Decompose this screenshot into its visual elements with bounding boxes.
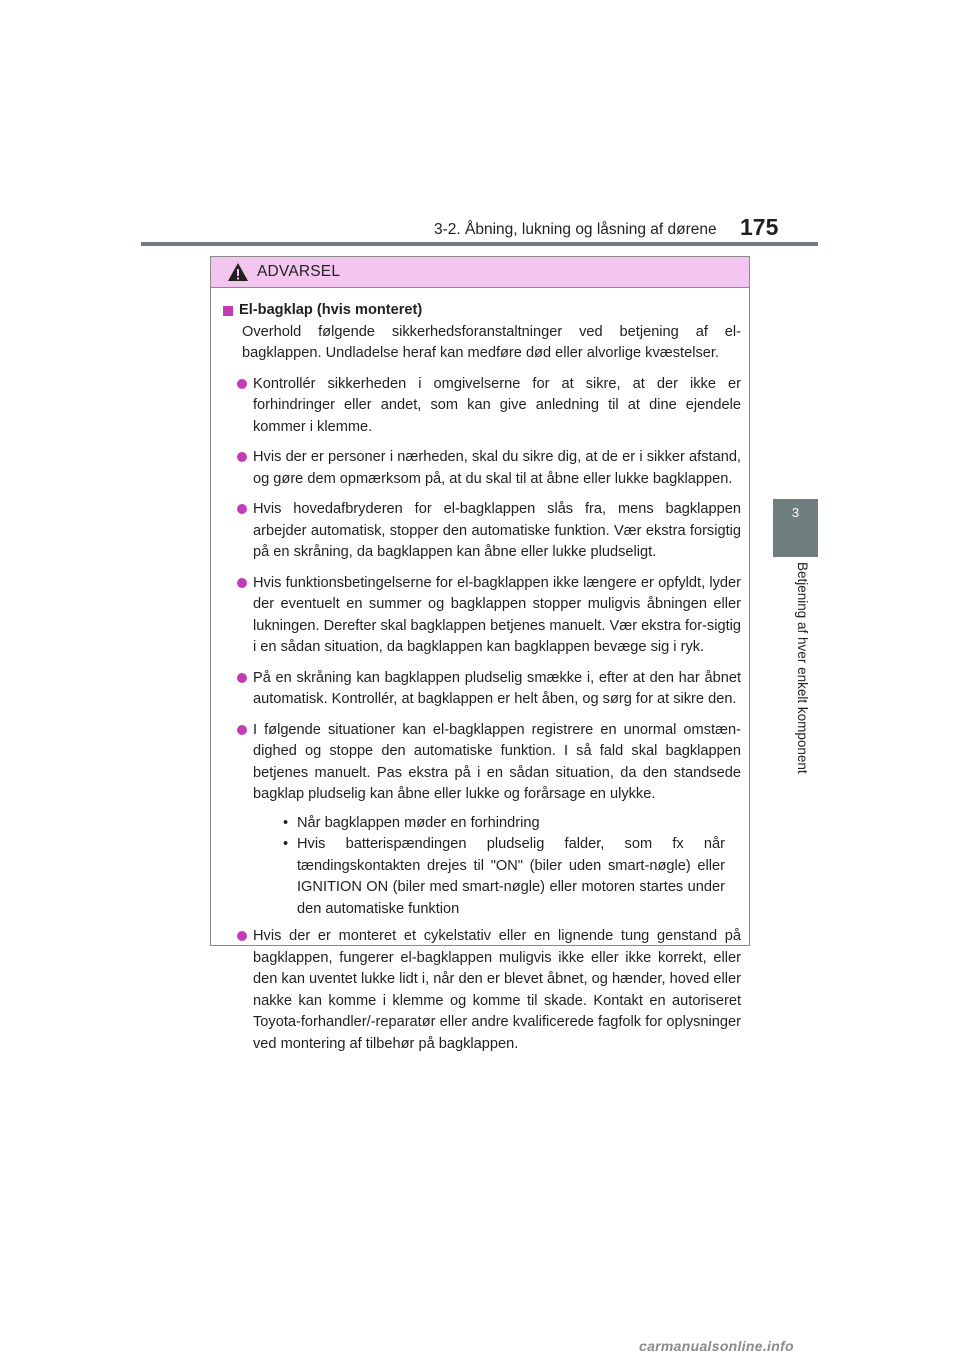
- list-item: [223, 447, 741, 490]
- warning-header: [211, 257, 749, 288]
- page-number: 175: [740, 214, 779, 240]
- sub-list: [283, 813, 741, 921]
- warning-body: [211, 288, 749, 1055]
- section-heading-text: El-bagklap (hvis monteret): [239, 302, 423, 318]
- round-bullet-icon: [237, 673, 247, 683]
- round-bullet-icon: [237, 379, 247, 389]
- sub-list-item: [283, 834, 741, 920]
- sub-list-item-text: Når bagklappen møder en forhindring: [297, 814, 540, 831]
- sub-bullet: •: [283, 836, 289, 852]
- list-item: [223, 499, 741, 564]
- sub-bullet: •: [283, 814, 289, 831]
- round-bullet-icon: [237, 452, 247, 462]
- intro-paragraph: Overhold følgende sikkerhedsforanstaltninger ved betjening af el-bagklappen. Undladelse heraf kan medføre død eller alvorlige kvæstelser.: [242, 323, 741, 361]
- square-bullet-icon: [223, 306, 233, 316]
- watermark: carmanualsonline.info: [639, 1338, 794, 1354]
- sub-list-item: [283, 813, 741, 835]
- header-rule: [141, 242, 818, 246]
- chapter-number: 3: [791, 505, 800, 520]
- list-item: [223, 668, 741, 711]
- chapter-tab: [773, 499, 818, 557]
- round-bullet-icon: [237, 504, 247, 514]
- round-bullet-icon: [237, 578, 247, 588]
- section-header: 3-2. Åbning, lukning og låsning af dørene: [434, 221, 717, 238]
- list-item-text: Hvis hovedafbryderen for el-bagklappen slås fra, mens bagklappen arbejder automatisk, stopper den automatiske funktion. Vær ekstra forsigtig på en skråning, da bagklappen kan åbne eller lukke pludseligt.: [253, 501, 741, 560]
- round-bullet-icon: [237, 725, 247, 735]
- list-item: [223, 720, 741, 921]
- list-item-text: [253, 720, 741, 921]
- list-item-text: Kontrollér sikkerheden i omgivelserne for at sikre, at der ikke er forhindringer eller andet, som kan give anledning til at dine ejendele kommer i klemme.: [253, 375, 741, 435]
- sub-list-item-text: Hvis batterispændingen pludselig falder, som fx når tændingskontakten drejes til "ON" (biler uden smart-nøgle) eller IGNITION ON (biler med smart-nøgle) eller motoren startes under den automatiske funktion: [297, 836, 725, 917]
- list-item-text: Hvis der er monteret et cykelstativ eller en lignende tung genstand på bagklappen, fungerer el-bagklappen muligvis ikke eller ikke korrekt, eller den kan uventet lukke lidt i, når den er blevet åbnet, og hænder, hoved eller nakke kan komme i klemme og komme til skade. Kontakt en autoriseret Toyota-forhandler/-reparatør eller andre kvalificerede fagfolk for oplysninger ved montering af tilbehør på bagklappen.: [253, 928, 741, 1052]
- list-item-text: Hvis der er personer i nærheden, skal du sikre dig, at de er i sikker afstand, og gøre dem opmærksom på, at du skal til at åbne eller lukke bagklappen.: [253, 449, 741, 487]
- list-item-text: Hvis funktionsbetingelserne for el-bagklappen ikke længere er opfyldt, lyder der eventuelt en summer og bagklappen stopper muligvis åbningen eller lukningen. Derefter skal bagklappen betjenes manuelt. Vær ekstra for-sigtig i en sådan situation, da bagklappen kan bagklappen bevæge sig i ryk.: [253, 574, 741, 655]
- chapter-label: Betjening af hver enkelt komponent: [795, 562, 810, 774]
- list-item: [223, 573, 741, 659]
- list-item-text: På en skråning kan bagklappen pludselig smække i, efter at den har åbnet automatisk. Kontrollér, at bagklappen er helt åben, og sørg for at sikre den.: [253, 669, 741, 707]
- section-heading: [223, 300, 741, 322]
- warning-box: [210, 256, 750, 1052]
- list-item-paragraph: I følgende situationer kan el-bagklappen registrere en unormal omstæn-dighed og stoppe den automatiske funktion. I så fald skal bagklappen betjenes manuelt. Pas ekstra på i en sådan situation, da den standsede bagklap pludselig kan åbne eller lukke og forårsage en ulykke.: [253, 721, 741, 802]
- list-item: [223, 374, 741, 439]
- warning-triangle-icon: [227, 262, 249, 282]
- warning-title: ADVARSEL: [257, 263, 341, 280]
- list-item: [223, 926, 741, 1055]
- round-bullet-icon: [237, 931, 247, 941]
